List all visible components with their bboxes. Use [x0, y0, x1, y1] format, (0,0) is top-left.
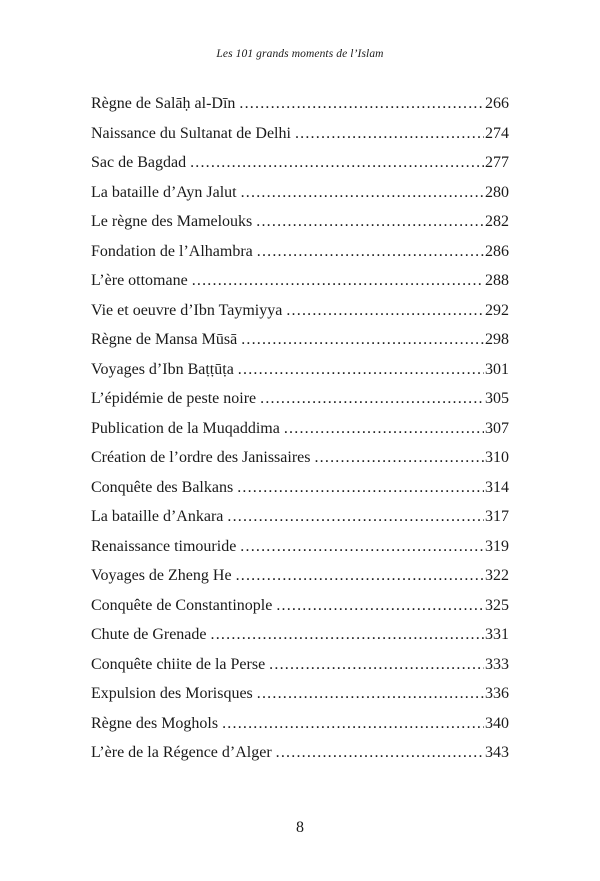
toc-entry-page: 280	[485, 183, 509, 201]
toc-entry-title: Conquête de Constantinople	[91, 596, 273, 614]
toc-dot-leader	[276, 738, 484, 768]
toc-entry-title: Conquête chiite de la Perse	[91, 655, 266, 673]
toc-entry	[91, 561, 509, 591]
toc-dot-leader	[260, 384, 484, 414]
toc-entry-title: Chute de Grenade	[91, 626, 207, 643]
toc-entry	[91, 679, 509, 709]
toc-entry-title: Règne de Mansa Mūsā	[91, 331, 238, 348]
toc-dot-leader	[284, 414, 484, 444]
toc-entry-page: 343	[485, 744, 509, 761]
toc-dot-leader	[276, 591, 484, 621]
toc-entry	[91, 709, 509, 739]
toc-entry-title: Voyages d’Ibn Baṭṭūṭa	[91, 360, 234, 378]
toc-dot-leader	[269, 650, 484, 680]
toc-dot-leader	[236, 561, 484, 591]
toc-entry	[91, 414, 509, 444]
toc-dot-leader	[190, 148, 484, 178]
toc-entry-page: 336	[485, 685, 509, 702]
toc-entry	[91, 473, 509, 503]
toc-entry-page: 286	[485, 242, 509, 260]
toc-dot-leader	[286, 296, 484, 326]
toc-entry-page: 340	[485, 714, 509, 732]
toc-entry-page: 288	[485, 272, 509, 289]
toc-entry	[91, 502, 509, 532]
toc-entry-title: Sac de Bagdad	[91, 154, 187, 171]
toc-entry	[91, 237, 509, 267]
toc-entry	[91, 355, 509, 385]
toc-entry-page: 322	[485, 567, 509, 584]
toc-entry-page: 310	[485, 449, 509, 466]
toc-entry	[91, 148, 509, 178]
toc-entry	[91, 266, 509, 296]
toc-entry-page: 319	[485, 537, 509, 555]
toc-entry-page: 333	[485, 655, 509, 673]
toc-entry-title: L’épidémie de peste noire	[91, 390, 257, 407]
toc-entry-title: L’ère de la Régence d’Alger	[91, 744, 272, 761]
toc-entry-title: Publication de la Muqaddima	[91, 419, 280, 437]
toc-entry-page: 274	[485, 124, 509, 142]
toc-entry	[91, 325, 509, 355]
toc-entry-title: La bataille d’Ankara	[91, 508, 224, 525]
toc-dot-leader	[238, 355, 484, 385]
toc-entry-page: 277	[485, 154, 509, 171]
page-number: 8	[296, 819, 304, 836]
running-header: Les 101 grands moments de l’Islam	[216, 48, 384, 60]
toc-entry	[91, 591, 509, 621]
toc-entry	[91, 119, 509, 149]
toc-entry	[91, 89, 509, 119]
toc-entry-page: 331	[485, 626, 509, 643]
toc-entry-title: Fondation de l’Alhambra	[91, 242, 253, 260]
toc-dot-leader	[192, 266, 484, 296]
toc-entry-page: 301	[485, 360, 509, 378]
toc-entry	[91, 178, 509, 208]
toc-dot-leader	[211, 620, 484, 650]
toc-entry-page: 325	[485, 596, 509, 614]
toc-entry-page: 317	[485, 508, 509, 525]
toc-entry-title: Renaissance timouride	[91, 537, 237, 555]
toc-entry	[91, 207, 509, 237]
toc-dot-leader	[237, 473, 484, 503]
toc-dot-leader	[239, 89, 484, 119]
toc-entry-title: Création de l’ordre des Janissaires	[91, 449, 311, 466]
toc-entry-title: Règne des Moghols	[91, 714, 219, 732]
toc-entry-page: 292	[485, 301, 509, 319]
toc-entry	[91, 650, 509, 680]
toc-entry-title: Vie et oeuvre d’Ibn Taymiyya	[91, 301, 283, 319]
toc-dot-leader	[241, 325, 484, 355]
table-of-contents	[91, 89, 509, 768]
toc-entry-page: 298	[485, 331, 509, 348]
toc-dot-leader	[222, 709, 484, 739]
toc-entry-page: 305	[485, 390, 509, 407]
toc-entry-title: Règne de Salāḥ al-Dīn	[91, 95, 236, 112]
toc-entry-title: L’ère ottomane	[91, 272, 188, 289]
toc-dot-leader	[257, 679, 484, 709]
toc-entry-title: Le règne des Mamelouks	[91, 213, 253, 230]
toc-entry-title: Voyages de Zheng He	[91, 567, 232, 584]
toc-dot-leader	[257, 237, 484, 267]
toc-entry-title: La bataille d’Ayn Jalut	[91, 183, 237, 201]
toc-dot-leader	[314, 443, 484, 473]
toc-entry-page: 266	[485, 95, 509, 112]
toc-dot-leader	[227, 502, 484, 532]
toc-dot-leader	[295, 119, 484, 149]
toc-entry-title: Naissance du Sultanat de Delhi	[91, 124, 291, 142]
toc-entry	[91, 384, 509, 414]
toc-dot-leader	[256, 207, 484, 237]
toc-dot-leader	[240, 532, 484, 562]
toc-dot-leader	[241, 178, 484, 208]
toc-entry	[91, 532, 509, 562]
toc-entry-page: 307	[485, 419, 509, 437]
toc-entry-page: 314	[485, 478, 509, 496]
toc-entry	[91, 620, 509, 650]
toc-entry-page: 282	[485, 213, 509, 230]
toc-entry	[91, 738, 509, 768]
toc-entry-title: Conquête des Balkans	[91, 478, 234, 496]
toc-entry-title: Expulsion des Morisques	[91, 685, 253, 702]
toc-entry	[91, 296, 509, 326]
toc-entry	[91, 443, 509, 473]
